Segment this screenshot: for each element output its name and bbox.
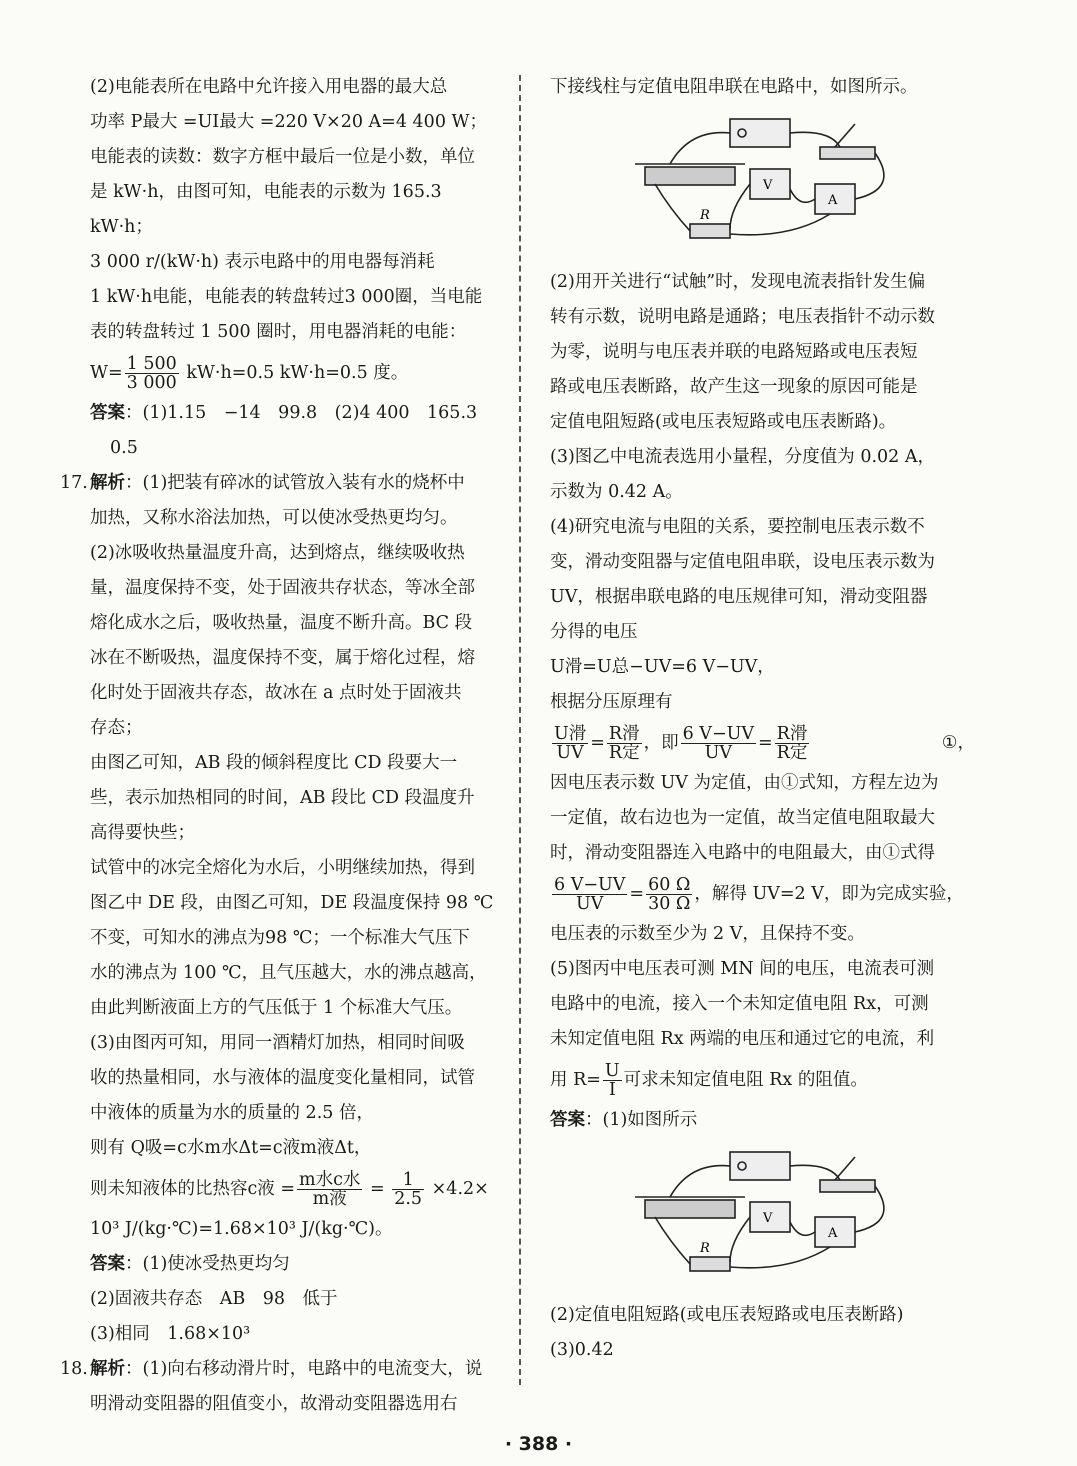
denominator: UV — [576, 894, 604, 914]
answer-17 — [70, 1247, 510, 1282]
numerator: 60 Ω — [648, 875, 691, 895]
voltmeter-label: V — [763, 1211, 773, 1226]
denominator: 2.5 — [394, 1189, 423, 1209]
text-line: 加热，又称水浴法加热，可以使冰受热更均匀。 — [90, 508, 458, 528]
question-18 — [60, 1352, 510, 1387]
text-line: 示数为 0.42 A。 — [550, 482, 683, 502]
circuit-figure-1 — [630, 109, 910, 259]
text-line: 时，滑动变阻器连入电路中的电阻最大，由①式得 — [550, 843, 935, 863]
denominator: 30 Ω — [648, 894, 691, 914]
numerator: 1 — [392, 1171, 424, 1190]
numerator: 1 500 — [126, 354, 177, 374]
text-line: (2)固液共存态 AB 98 低于 — [90, 1289, 338, 1309]
text-line: 电能表的读数：数字方框中最后一位是小数，单位 — [90, 147, 475, 167]
formula-resistance — [550, 1057, 975, 1103]
text-line: ：(1)把装有碎冰的试管放入装有水的烧杯中 — [125, 473, 465, 493]
fraction — [681, 725, 756, 762]
answer-label: 答案 — [90, 1254, 125, 1274]
analysis-label: 解析 — [90, 1359, 125, 1379]
numerator: U滑 — [554, 724, 587, 744]
text-line: 3 000 r/(kW·h) 表示电路中的用电器每消耗 — [90, 252, 435, 272]
text-line: 是 kW·h，由图可知，电能表的示数为 165.3 kW·h； — [90, 182, 442, 237]
text-line: (4)研究电流与电阻的关系，要控制电压表示数不 — [550, 517, 925, 537]
circuit-figure-2 — [630, 1142, 910, 1292]
analysis-label: 解析 — [90, 473, 125, 493]
text-line: (3)图乙中电流表选用小量程，分度值为 0.02 A， — [550, 447, 936, 467]
formula-text: ，即 — [643, 733, 679, 753]
fraction — [392, 1171, 424, 1208]
text-line: 0.5 — [110, 438, 138, 458]
ammeter-label: A — [828, 193, 838, 208]
answer-text: ：(1)使冰受热更均匀 — [125, 1254, 290, 1274]
denominator: R定 — [608, 743, 640, 763]
formula-specific-heat — [70, 1166, 510, 1212]
text-line: 电路中的电流，接入一个未知定值电阻 Rx，可测 — [550, 994, 929, 1014]
text-line: 未知定值电阻 Rx 两端的电压和通过它的电流，利 — [550, 1029, 935, 1049]
formula-text: kW·h=0.5 kW·h=0.5 度。 — [180, 363, 409, 383]
text-line: (3)相同 1.68×10³ — [90, 1324, 251, 1344]
answer-text: ：(1)如图所示 — [585, 1110, 698, 1130]
question-number: 18. — [60, 1359, 88, 1379]
text-line: 下接线柱与定值电阻串联在电路中，如图所示。 — [550, 77, 918, 97]
fraction — [775, 725, 810, 762]
fraction — [552, 725, 588, 762]
answer-16 — [70, 396, 510, 431]
numerator: R滑 — [608, 724, 640, 744]
fraction — [607, 725, 642, 762]
text-line: (2)电能表所在电路中允许接入用电器的最大总 — [90, 77, 448, 97]
text-line: 明滑动变阻器的阻值变小，故滑动变阻器选用右 — [90, 1394, 458, 1414]
denominator: UV — [704, 743, 732, 763]
text-line: 1 kW·h电能，电能表的转盘转过3 000圈，当电能 — [90, 287, 483, 307]
formula-text: ×4.2× — [426, 1179, 489, 1199]
voltmeter-label: V — [763, 178, 773, 193]
text-line: UV，根据串联电路的电压规律可知，滑动变阻器 — [550, 587, 928, 607]
numerator: U — [604, 1061, 620, 1081]
answer-18 — [550, 1103, 975, 1138]
formula-text: ，解得 UV=2 V，即为完成实验， — [694, 884, 964, 904]
formula-text: = — [364, 1179, 391, 1199]
right-column — [550, 70, 975, 1368]
resistor-label: R — [700, 1241, 710, 1256]
formula-text: 可求未知定值电阻 Rx 的阻值。 — [623, 1070, 868, 1090]
text-line: 不变，可知水的沸点为98 ℃；一个标准大气压下 — [90, 928, 470, 948]
text-line: 试管中的冰完全熔化为水后，小明继续加热，得到 — [90, 858, 475, 878]
text-line: (2)冰吸收热量温度升高，达到熔点，继续吸收热 — [90, 543, 465, 563]
page-number: · 388 · — [504, 1433, 573, 1455]
formula-solve: $\frac{6 V-UV}{UV}$ = $\frac{60 \Omega}{30 \Omega}$ ，解得 UV=2 V，即为完成实验， — [554, 875, 964, 914]
text-line: 冰在不断吸热，温度保持不变，属于熔化过程，熔 — [90, 648, 475, 668]
denominator: R定 — [776, 743, 808, 763]
formula-text: 则未知液体的比热容c液 = — [90, 1179, 296, 1199]
text-line: (3)由图丙可知，用同一酒精灯加热，相同时间吸 — [90, 1033, 465, 1053]
text-line: 电压表的示数至少为 2 V，且保持不变。 — [550, 924, 865, 944]
resistor-label: R — [700, 208, 710, 223]
ammeter-label: A — [828, 1226, 838, 1241]
text-line: 熔化成水之后，吸收热量，温度不断升高。BC 段 — [90, 613, 473, 633]
fraction — [125, 355, 179, 392]
text-line: 图乙中 DE 段，由图乙可知，DE 段温度保持 98 ℃ — [90, 893, 494, 913]
formula-text: 用 R= — [550, 1070, 601, 1090]
fraction — [297, 1171, 362, 1208]
text-line: 些，表示加热相同的时间，AB 段比 CD 段温度升 — [90, 788, 475, 808]
text-line: U滑=U总−UV=6 V−UV， — [550, 657, 775, 677]
text-line: (3)0.42 — [550, 1340, 614, 1360]
text-line: 转有示数，说明电路是通路；电压表指针不动示数 — [550, 307, 935, 327]
denominator: m液 — [312, 1189, 347, 1209]
text-line: (5)图丙中电压表可测 MN 间的电压，电流表可测 — [550, 959, 935, 979]
denominator: UV — [556, 743, 584, 763]
numerator: R滑 — [776, 724, 808, 744]
numerator: 6 V−UV — [554, 875, 626, 895]
text-line: 高得要快些； — [90, 823, 195, 843]
text-line: 量，温度保持不变，处于固液共存状态，等冰全部 — [90, 578, 475, 598]
question-17 — [60, 466, 510, 501]
text-line: 由此判断液面上方的气压低于 1 个标准大气压。 — [90, 998, 463, 1018]
text-line: (2)定值电阻短路(或电压表短路或电压表断路) — [550, 1305, 904, 1325]
text-line: 定值电阻短路(或电压表短路或电压表断路)。 — [550, 412, 897, 432]
answer-label: 答案 — [90, 403, 125, 423]
numerator: 6 V−UV — [682, 724, 754, 744]
formula-divider-ratio: $\frac{\text{U滑}}{UV}$ = $\frac{\text{R滑}}{\text{R定}}$ ，即 $\frac{6 V-UV}{UV}$ = $\frac{\text{R滑}}{\text{R定}}$ ①， — [550, 720, 975, 766]
text-line: 由图乙可知，AB 段的倾斜程度比 CD 段要大一 — [90, 753, 458, 773]
formula-text: W= — [90, 363, 123, 383]
denominator: I — [608, 1080, 616, 1100]
text-line: 10³ J/(kg·℃)=1.68×10³ J/(kg·℃)。 — [90, 1219, 393, 1239]
numerator: m水c水 — [299, 1170, 361, 1190]
text-line: 一定值，故右边也为一定值，故当定值电阻取最大 — [550, 808, 935, 828]
denominator: 3 000 — [126, 373, 177, 393]
fraction — [646, 876, 692, 913]
text-line: 水的沸点为 100 ℃，且气压越大，水的沸点越高， — [90, 963, 487, 983]
text-line: 变，滑动变阻器与定值电阻串联，设电压表示数为 — [550, 552, 935, 572]
fraction — [552, 876, 627, 913]
text-line: 存态； — [90, 718, 143, 738]
text-line: 中液体的质量为水的质量的 2.5 倍， — [90, 1103, 374, 1123]
fraction — [603, 1062, 622, 1099]
answer-label: 答案 — [550, 1110, 585, 1130]
text-line: 分得的电压 — [550, 622, 638, 642]
text-line: 根据分压原理有 — [550, 692, 673, 712]
left-column — [60, 70, 510, 1422]
text-line: 因电压表示数 UV 为定值，由①式知，方程左边为 — [550, 773, 939, 793]
text-line: 功率 P最大 =UI最大 =220 V×20 A=4 400 W； — [90, 112, 487, 132]
answer-text: ：(1)1.15 −14 99.8 (2)4 400 165.3 — [125, 403, 478, 423]
text-line: (2)用开关进行“试触”时，发现电流表指针发生偏 — [550, 272, 926, 292]
equation-tag: ①， — [941, 733, 975, 753]
text-line: 化时处于固液共存态，故冰在 a 点时处于固液共 — [90, 683, 462, 703]
text-line: 收的热量相同，水与液体的温度变化量相同，试管 — [90, 1068, 475, 1088]
text-line: 则有 Q吸=c水m水Δt=c液m液Δt， — [90, 1138, 372, 1158]
text-line: 表的转盘转过 1 500 圈时，用电器消耗的电能： — [90, 322, 467, 342]
text-line: 路或电压表断路，故产生这一现象的原因可能是 — [550, 377, 918, 397]
column-divider — [519, 75, 521, 1385]
text-line: ：(1)向右移动滑片时，电路中的电流变大，说 — [125, 1359, 483, 1379]
formula-energy — [70, 350, 510, 396]
question-number: 17. — [60, 473, 88, 493]
text-line: 为零，说明与电压表并联的电路短路或电压表短 — [550, 342, 918, 362]
